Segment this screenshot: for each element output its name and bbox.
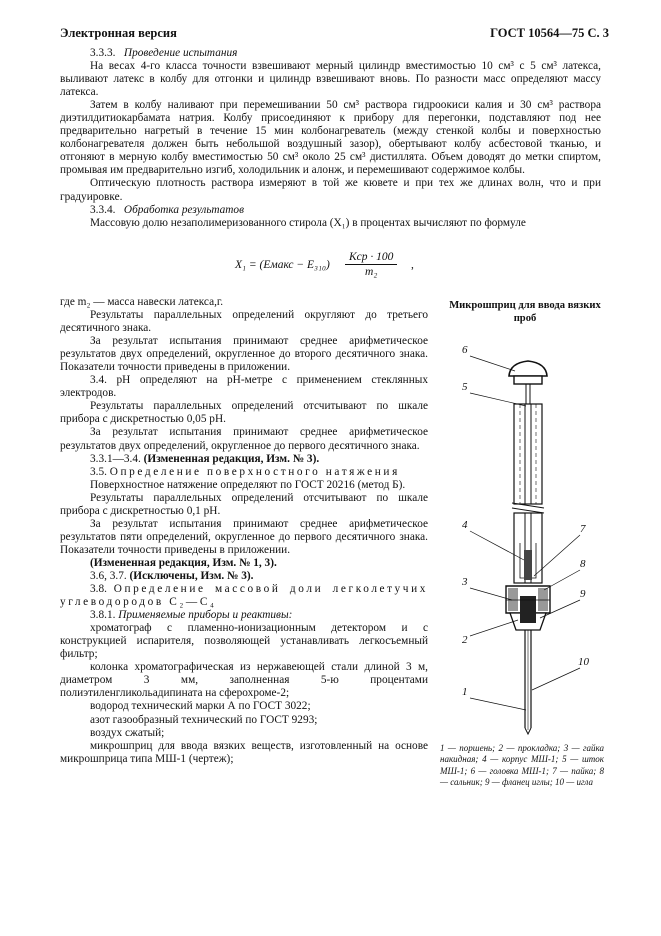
- paragraph: Массовую долю незаполимеризованного стирола (X₁) в процентах вычисляют по формуле: [90, 216, 526, 229]
- section-3-8-heading: 3.8. Определение массовой доли легколетучих углеводородов C₂—C₄: [60, 583, 428, 609]
- formula-numerator: Kср · 100: [345, 251, 397, 265]
- header-left: Электронная версия: [60, 26, 177, 40]
- figure-label-5: 5: [462, 381, 468, 393]
- figure-label-1: 1: [462, 686, 468, 698]
- figure-caption: 1 — поршень; 2 — прокладка; 3 — гайка накидная; 4 — корпус МШ-1; 5 — шток МШ-1; 6 — головка МШ-1; 7 — пайка; 8 — сальник; 9 — фланец иглы; 10 — игла: [440, 743, 604, 787]
- list-item: хроматограф с пламенно-ионизационным детектором и с конструкцией испарителя, позволяющей устанавливать легкосъемный фильтр;: [60, 622, 428, 661]
- excluded-note: 3.6, 3.7. (Исключены, Изм. № 3).: [90, 569, 254, 582]
- paragraph: За результат испытания принимают среднее арифметическое результатов пяти определений, округленное до первого десятичного знака. Показатели точности приведены в приложении.: [60, 517, 428, 556]
- figure-label-6: 6: [462, 344, 468, 356]
- formula-fraction: [345, 251, 397, 278]
- paragraph: За результат испытания принимают среднее арифметическое результатов двух определений, округленное до первого десятичного знака.: [60, 426, 428, 452]
- formula-denominator: m₂: [365, 266, 378, 278]
- amendment-note: (Измененная редакция, Изм. № 1, 3).: [90, 556, 277, 569]
- paragraph: Результаты параллельных определений отсчитывают по шкале прибора с дискретностью 0,05 pH.: [60, 400, 428, 426]
- list-item: водород технический марки А по ГОСТ 3022;: [90, 700, 311, 713]
- figure-label-8: 8: [580, 558, 586, 570]
- amendment-note: 3.3.1—3.4. (Измененная редакция, Изм. № 3).: [90, 452, 320, 465]
- list-item: микрошприц для ввода вязких веществ, изготовленный на основе микрошприца типа МШ-1 (чертеж);: [60, 739, 428, 765]
- figure-label-2: 2: [462, 634, 468, 646]
- figure-label-4: 4: [462, 519, 468, 531]
- formula-lhs: X₁ = (Eмакс − E₃₁₀): [235, 259, 330, 271]
- microsyringe-drawing: [440, 338, 610, 738]
- where-line: где m₂ — масса навески латекса,г.: [60, 296, 224, 308]
- section-3-3-4-heading: 3.3.4. Обработка результатов: [90, 203, 244, 216]
- list-item: азот газообразный технический по ГОСТ 9293;: [90, 713, 318, 726]
- header-right: ГОСТ 10564—75 С. 3: [490, 26, 609, 40]
- formula: [235, 251, 635, 281]
- paragraph: Затем в колбу наливают при перемешивании 50 см³ раствора гидроокиси калия и 30 см³ раствора диэтилдитиокарбамата натрия. Колбу присоединяют к прибору для перегонки, подставляют под нее предварительно нагретый в течение 15 мин колбонагреватель (между стенкой колбы и поверхностью колбонагревателя должен быть небольшой воздушный зазор), обертывают колбу асбестовой тканью, и отгоняют в мерную колбу вместимостью 50 см³ около 25 см³ дистиллята. Объем доводят до метки спиртом, промывая им предварительно изгиб, холодильник и алонж, и перемешивают содержимое колбы.: [60, 99, 601, 177]
- section-3-3-3-heading: 3.3.3. Проведение испытания: [90, 47, 238, 59]
- figure-label-9: 9: [580, 588, 586, 600]
- paragraph: Поверхностное натяжение определяют по ГОСТ 20216 (метод Б).: [90, 478, 406, 491]
- paragraph: На весах 4-го класса точности взвешивают мерный цилиндр вместимостью 10 см³ с 5 см³ латекса, выливают латекс в колбу для отгонки и цилиндр взвешивают вновь. По разности масс определяют массу латекса.: [60, 60, 601, 99]
- section-3-5-heading: 3.5. Определение поверхностного натяжения: [90, 465, 400, 478]
- figure-title: Микрошприц для ввода вязких проб: [449, 300, 601, 324]
- top-text-block: [60, 47, 601, 230]
- paragraph: Оптическую плотность раствора измеряют в той же кювете и при тех же длинах волн, что и при градуировке.: [60, 177, 601, 203]
- paragraph: Результаты параллельных определений округляют до третьего десятичного знака.: [60, 309, 428, 335]
- list-item: колонка хроматографическая из нержавеющей стали длиной 3 м, диаметром 3 мм, заполненная 5-ю процентами полиэтиленгликольадипината на сферохроме-2;: [60, 661, 428, 700]
- list-item: воздух сжатый;: [90, 726, 165, 739]
- paragraph: 3.4. pH определяют на pH-метре с применением стеклянных электродов.: [60, 374, 428, 400]
- formula-tail: ,: [411, 259, 414, 271]
- section-3-8-1-heading: 3.8.1. Применяемые приборы и реактивы:: [90, 609, 293, 622]
- figure-label-3: 3: [462, 576, 468, 588]
- left-column: [60, 296, 428, 766]
- paragraph: Результаты параллельных определений отсчитывают по шкале прибора с дискретностью 0,1 pH.: [60, 491, 428, 517]
- figure-label-7: 7: [580, 523, 586, 535]
- paragraph: За результат испытания принимают среднее арифметическое результатов двух определений, округленное до второго десятичного знака. Показатели точности приведены в приложении.: [60, 335, 428, 374]
- figure-label-10: 10: [578, 656, 589, 668]
